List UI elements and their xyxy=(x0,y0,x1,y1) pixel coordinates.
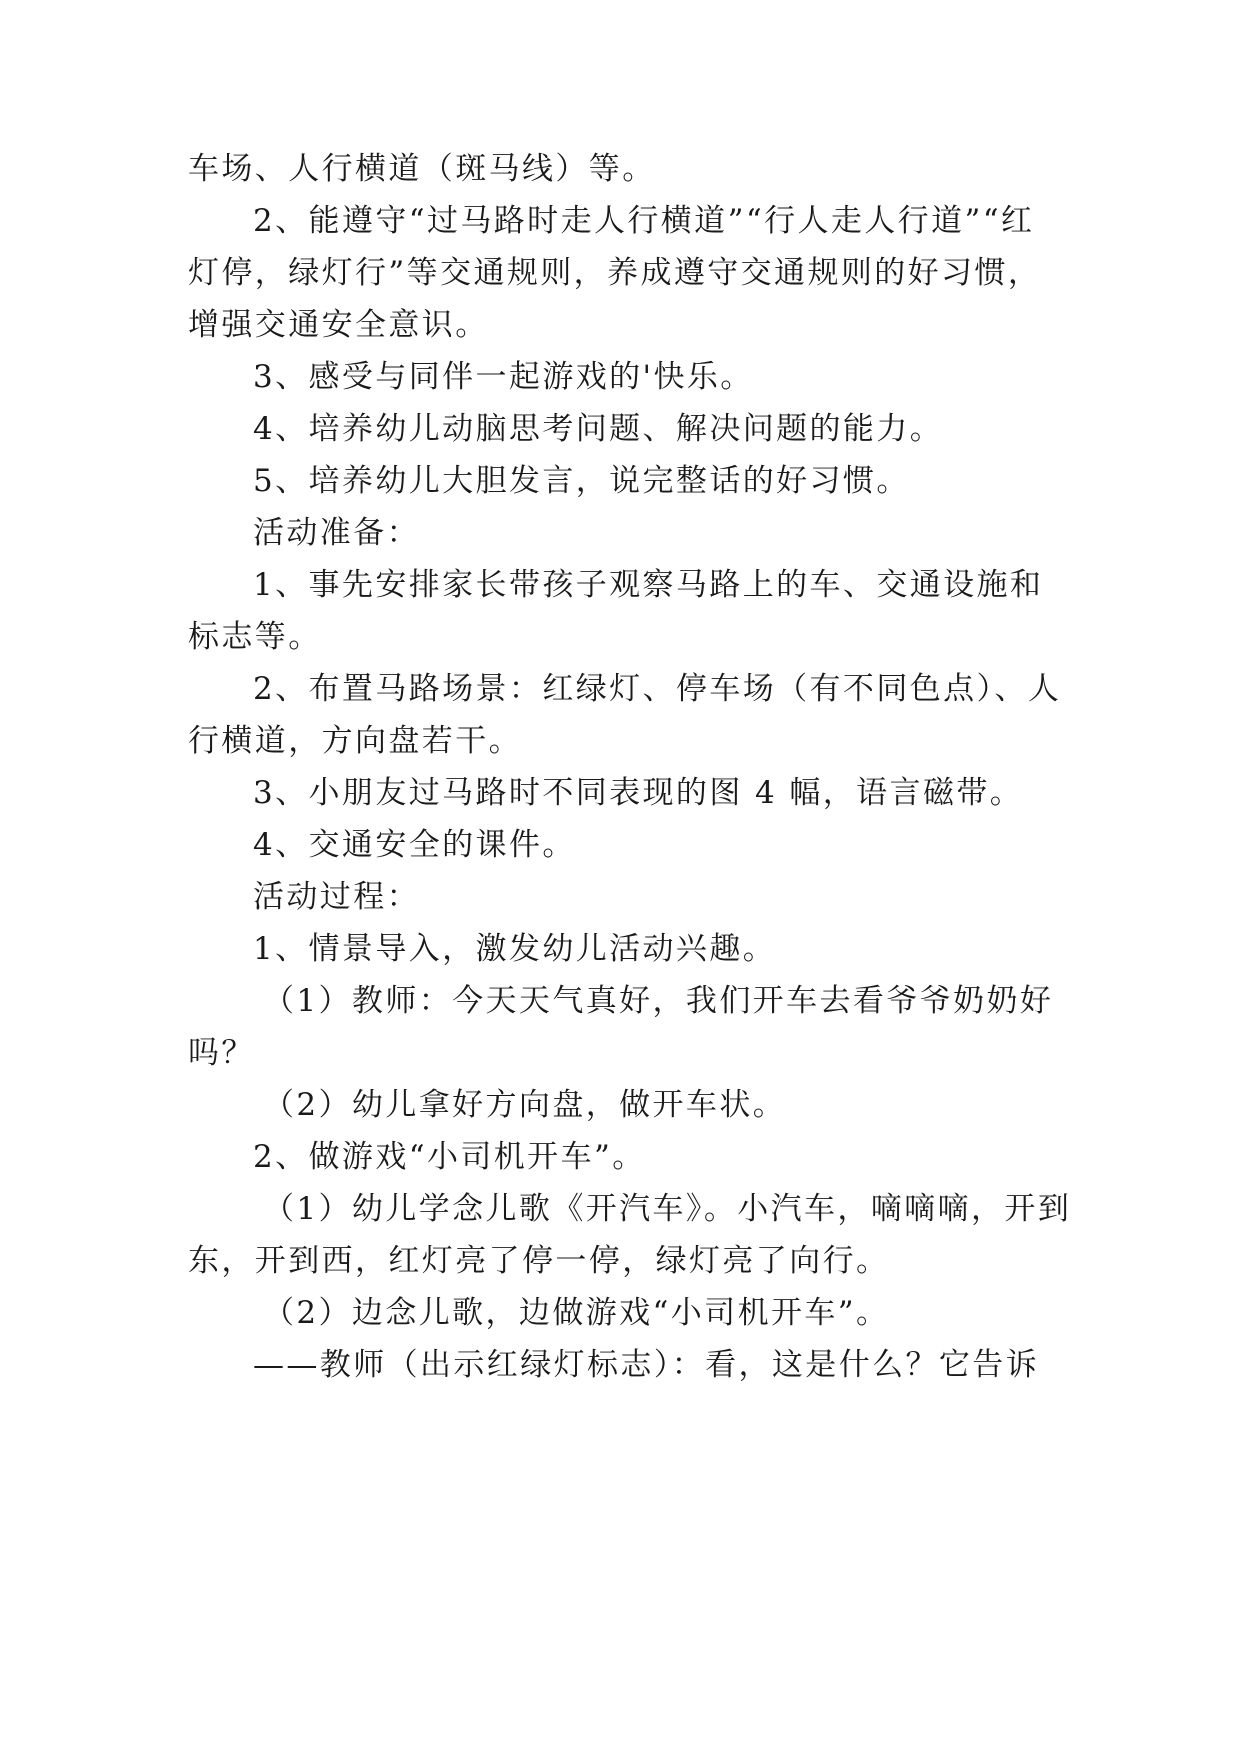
text-line: 灯停，绿灯行”等交通规则，养成遵守交通规则的好习惯， xyxy=(188,255,1042,291)
text-line: 吗？ xyxy=(188,1035,255,1071)
text-line: 4、培养幼儿动脑思考问题、解决问题的能力。 xyxy=(253,411,944,447)
text-line: 4、交通安全的课件。 xyxy=(253,827,576,863)
text-line: 车场、人行横道（斑马线）等。 xyxy=(188,151,656,187)
section-heading: 活动过程： xyxy=(253,879,420,915)
text-line: （2）幼儿拿好方向盘，做开车状。 xyxy=(263,1087,787,1123)
text-line: 增强交通安全意识。 xyxy=(188,307,489,343)
text-line: 2、做游戏“小司机开车”。 xyxy=(253,1139,646,1175)
text-line: 5、培养幼儿大胆发言，说完整话的好习惯。 xyxy=(253,463,910,499)
text-line: 1、事先安排家长带孩子观察马路上的车、交通设施和 xyxy=(253,567,1044,603)
text-line: 3、小朋友过马路时不同表现的图 4 幅，语言磁带。 xyxy=(253,775,1024,811)
text-line: （1）幼儿学念儿歌《开汽车》。小汽车，嘀嘀嘀，开到 xyxy=(263,1191,1072,1227)
text-line: （1）教师：今天天气真好，我们开车去看爷爷奶奶好 xyxy=(263,983,1054,1019)
text-line: 标志等。 xyxy=(188,619,322,655)
section-heading: 活动准备： xyxy=(253,515,420,551)
text-line: 东，开到西，红灯亮了停一停，绿灯亮了向行。 xyxy=(188,1243,890,1279)
text-line: ——教师（出示红绿灯标志）：看，这是什么？它告诉 xyxy=(253,1347,1040,1383)
text-line: 行横道，方向盘若干。 xyxy=(188,723,522,759)
text-line: （2）边念儿歌，边做游戏“小司机开车”。 xyxy=(263,1295,890,1331)
text-line: 1、情景导入，激发幼儿活动兴趣。 xyxy=(253,931,777,967)
text-line: 3、感受与同伴一起游戏的'快乐。 xyxy=(253,359,754,395)
text-line: 2、布置马路场景：红绿灯、停车场（有不同色点）、人 xyxy=(253,671,1062,707)
text-line: 2、能遵守“过马路时走人行横道”“行人走人行道”“红 xyxy=(253,203,1035,239)
